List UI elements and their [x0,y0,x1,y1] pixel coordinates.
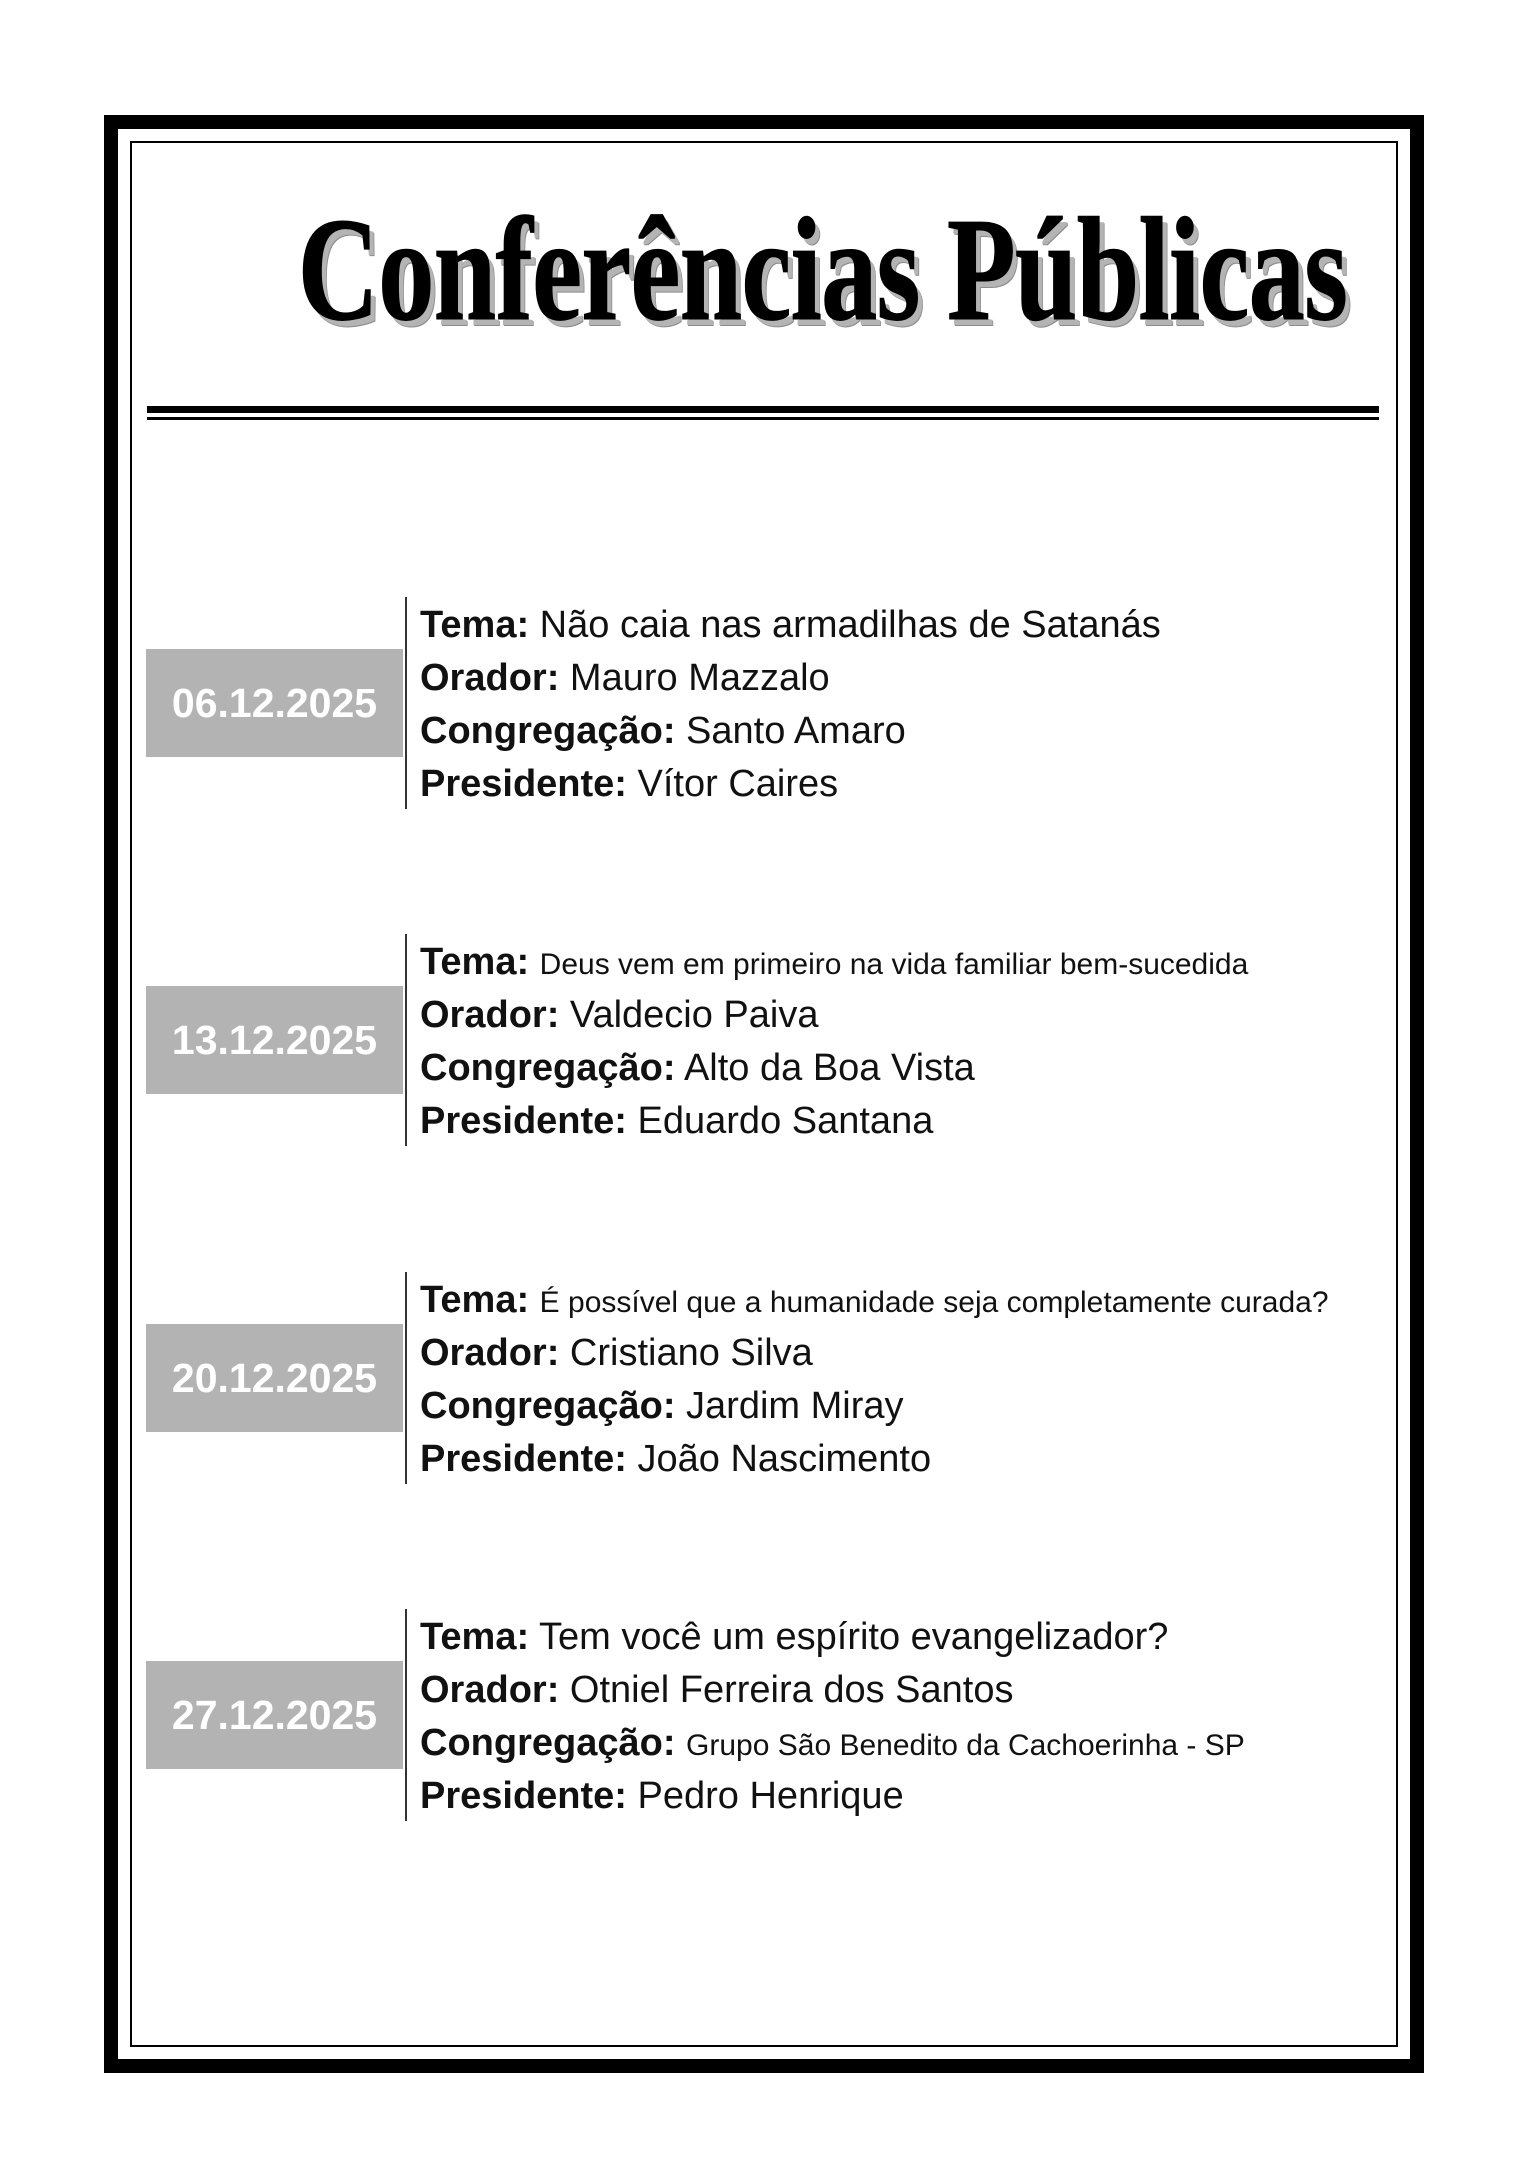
entry-date: 06.12.2025 [146,649,403,757]
title-divider-thin [147,417,1379,420]
congregacao-value: Jardim Miray [686,1385,904,1427]
entry-date: 20.12.2025 [146,1324,403,1432]
presidente-value: Pedro Henrique [637,1775,904,1817]
orador-value: Valdecio Paiva [569,994,819,1036]
tema-line [420,1274,1380,1327]
tema-value: Tem você um espírito evangelizador? [538,1616,1169,1658]
orador-value: Cristiano Silva [569,1332,813,1374]
tema-label: Tema: [420,604,530,646]
tema-value: Deus vem em primeiro na vida familiar bem-sucedida [539,948,1249,981]
congregacao-line [420,1717,1380,1770]
schedule-entry [146,597,1386,809]
presidente-line [420,1433,1380,1486]
entry-details [420,1611,1380,1823]
orador-label: Orador: [420,1669,560,1711]
congregacao-value: Santo Amaro [686,710,906,752]
orador-label: Orador: [420,1332,560,1374]
congregacao-value: Grupo São Benedito da Cachoerinha - SP [686,1729,1245,1762]
congregacao-line [420,705,1380,758]
schedule-entry [146,1609,1386,1821]
schedule-entry [146,934,1386,1146]
presidente-label: Presidente: [420,1775,627,1817]
presidente-label: Presidente: [420,1438,627,1480]
tema-label: Tema: [420,1616,530,1658]
tema-line [420,599,1380,652]
congregacao-label: Congregação: [420,1385,676,1427]
entry-date: 13.12.2025 [146,986,403,1094]
entry-date: 27.12.2025 [146,1661,403,1769]
entry-details [420,936,1380,1148]
presidente-label: Presidente: [420,1100,627,1142]
schedule-entry [146,1272,1386,1484]
title-divider-thick [147,406,1379,413]
congregacao-label: Congregação: [420,1047,676,1089]
orador-line [420,652,1380,705]
orador-value: Mauro Mazzalo [569,657,830,699]
entry-divider [405,1272,407,1484]
congregacao-label: Congregação: [420,710,676,752]
presidente-value: Vítor Caires [637,763,839,805]
congregacao-line [420,1380,1380,1433]
entry-details [420,1274,1380,1486]
page-title-area [132,180,1396,380]
presidente-label: Presidente: [420,763,627,805]
orador-label: Orador: [420,994,560,1036]
tema-label: Tema: [420,1279,530,1321]
entry-divider [405,597,407,809]
page-title: Conferências Públicas [297,188,1348,352]
orador-line [420,1327,1380,1380]
orador-label: Orador: [420,657,560,699]
presidente-value: João Nascimento [637,1438,932,1480]
tema-value: Não caia nas armadilhas de Satanás [539,604,1161,646]
orador-value: Otniel Ferreira dos Santos [569,1669,1014,1711]
presidente-line [420,1770,1380,1823]
congregacao-value: Alto da Boa Vista [683,1047,975,1089]
entry-divider [405,934,407,1146]
tema-label: Tema: [420,941,530,983]
orador-line [420,1664,1380,1717]
tema-line [420,1611,1380,1664]
presidente-value: Eduardo Santana [637,1100,934,1142]
entry-divider [405,1609,407,1821]
tema-value: É possível que a humanidade seja completamente curada? [539,1286,1329,1319]
presidente-line [420,758,1380,811]
orador-line [420,989,1380,1042]
entry-details [420,599,1380,811]
presidente-line [420,1095,1380,1148]
congregacao-line [420,1042,1380,1095]
tema-line [420,936,1380,989]
congregacao-label: Congregação: [420,1722,676,1764]
